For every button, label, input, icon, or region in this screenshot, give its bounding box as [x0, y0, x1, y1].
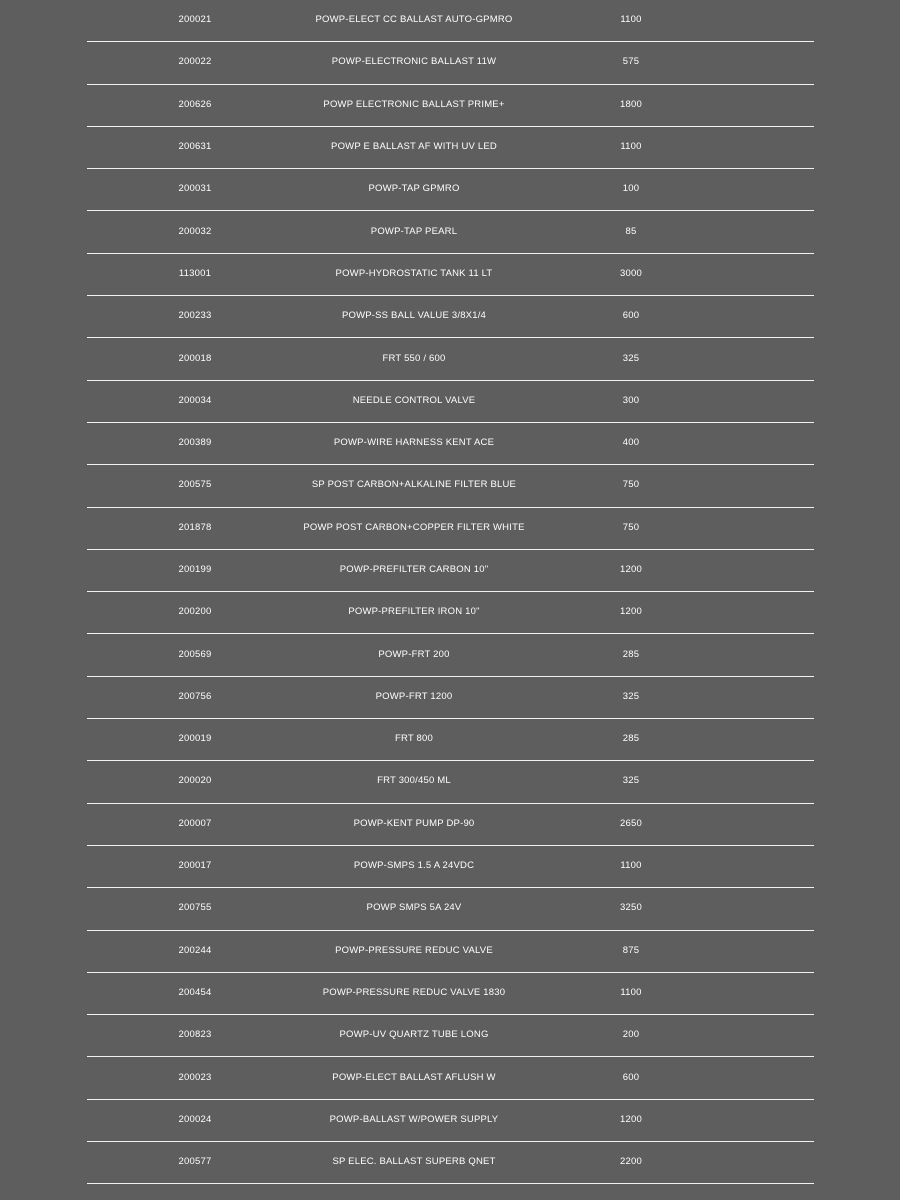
product-price-cell: 1200 [620, 564, 642, 575]
product-description-cell: POWP-KENT PUMP DP-90 [353, 817, 475, 829]
product-price-cell: 600 [622, 310, 640, 322]
product-price-cell: 1200 [620, 606, 642, 618]
product-code-cell: 200823 [178, 1029, 212, 1041]
product-code-cell: 200454 [178, 986, 212, 998]
product-description-cell: FRT 300/450 ML [377, 775, 451, 787]
product-description-cell: POWP POST CARBON+COPPER FILTER WHITE [303, 521, 525, 533]
product-description-cell: POWP-ELECTRONIC BALLAST 11W [331, 56, 497, 68]
table-row [87, 973, 814, 1015]
product-price-cell: 1100 [620, 14, 642, 26]
product-price-cell: 750 [622, 521, 640, 533]
product-price-cell: 325 [622, 352, 640, 364]
product-description-cell: POWP-ELECT BALLAST AFLUSH W [332, 1071, 496, 1083]
price-table [87, 0, 814, 1184]
product-description-cell: POWP-BALLAST W/POWER SUPPLY [329, 1113, 499, 1125]
table-row [87, 169, 814, 211]
product-description-cell: POWP-PREFILTER IRON 10" [348, 606, 480, 618]
product-price-cell: 1100 [620, 141, 642, 153]
table-row [87, 296, 814, 338]
product-code-cell: 200007 [178, 817, 212, 829]
table-row [87, 804, 814, 846]
table-row [87, 677, 814, 719]
product-price-cell: 1100 [620, 986, 642, 998]
product-price-cell: 325 [622, 775, 640, 787]
product-price-cell: 1800 [620, 98, 642, 110]
product-code-cell: 200024 [178, 1113, 212, 1125]
product-description-cell: POWP-FRT 1200 [375, 690, 453, 702]
product-description-cell: FRT 550 / 600 [382, 352, 446, 364]
product-code-cell: 200200 [178, 606, 212, 618]
table-row [87, 127, 814, 169]
product-description-cell: SP POST CARBON+ALKALINE FILTER BLUE [311, 479, 517, 491]
table-row [87, 634, 814, 676]
table-row [87, 254, 814, 296]
product-code-cell: 200233 [178, 310, 212, 322]
table-row [87, 888, 814, 930]
table-row [87, 381, 814, 423]
product-price-cell: 600 [622, 1071, 640, 1083]
table-row [87, 1057, 814, 1099]
table-row [87, 761, 814, 803]
product-description-cell: POWP-PRESSURE REDUC VALVE [335, 944, 493, 956]
table-row [87, 211, 814, 253]
product-code-cell: 200019 [178, 733, 212, 745]
product-code-cell: 200244 [178, 944, 212, 956]
table-row [87, 42, 814, 84]
product-description-cell: FRT 800 [394, 733, 433, 745]
table-row [87, 508, 814, 550]
product-description-cell: POWP-SS BALL VALUE 3/8X1/4 [341, 310, 487, 322]
product-description-cell: POWP-SMPS 1.5 A 24VDC [353, 860, 475, 872]
product-price-cell: 285 [622, 648, 640, 660]
product-price-cell: 85 [625, 225, 637, 237]
table-row [87, 423, 814, 465]
product-code-cell: 200020 [178, 775, 212, 787]
product-code-cell: 200631 [178, 141, 212, 153]
table-row [87, 550, 814, 592]
product-price-cell: 875 [622, 944, 640, 956]
product-price-cell: 2200 [620, 1156, 642, 1168]
product-description-cell: POWP-PREFILTER CARBON 10" [339, 564, 489, 575]
product-description-cell: POWP-PRESSURE REDUC VALVE 1830 [322, 986, 506, 998]
product-price-cell: 285 [622, 733, 640, 745]
product-description-cell: POWP-FRT 200 [378, 648, 450, 660]
table-row [87, 592, 814, 634]
product-description-cell: POWP-ELECT CC BALLAST AUTO-GPMRO [315, 14, 513, 26]
product-code-cell: 200577 [178, 1156, 212, 1168]
product-price-cell: 325 [622, 690, 640, 702]
table-row [87, 1015, 814, 1057]
table-row [87, 338, 814, 380]
product-code-cell: 200389 [178, 437, 212, 449]
product-description-cell: POWP E BALLAST AF WITH UV LED [331, 141, 497, 153]
product-description-cell: POWP-WIRE HARNESS KENT ACE [333, 437, 495, 449]
table-row [87, 85, 814, 127]
product-description-cell: POWP-TAP GPMRO [368, 183, 460, 195]
product-code-cell: 200569 [178, 648, 212, 660]
table-row [87, 1100, 814, 1142]
table-row [87, 0, 814, 42]
product-code-cell: 200199 [178, 564, 212, 575]
table-row [87, 931, 814, 973]
product-price-cell: 400 [622, 437, 640, 449]
product-description-cell: POWP SMPS 5A 24V [366, 902, 462, 914]
product-code-cell: 200626 [178, 98, 212, 110]
table-row [87, 465, 814, 507]
product-code-cell: 200022 [178, 56, 212, 68]
table-row [87, 719, 814, 761]
product-price-cell: 1100 [620, 860, 642, 872]
product-price-cell: 3000 [620, 267, 642, 279]
product-code-cell: 200032 [178, 225, 212, 237]
product-price-cell: 575 [622, 56, 640, 68]
product-code-cell: 113001 [178, 267, 212, 279]
product-description-cell: POWP ELECTRONIC BALLAST PRIME+ [323, 98, 505, 110]
product-description-cell: POWP-UV QUARTZ TUBE LONG [339, 1029, 489, 1041]
product-code-cell: 200021 [178, 14, 212, 26]
product-description-cell: POWP-TAP PEARL [370, 225, 458, 237]
product-code-cell: 200756 [178, 690, 212, 702]
product-description-cell: SP ELEC. BALLAST SUPERB QNET [332, 1156, 496, 1168]
product-code-cell: 200755 [178, 902, 212, 914]
product-code-cell: 200031 [178, 183, 212, 195]
product-code-cell: 200023 [178, 1071, 212, 1083]
product-price-cell: 100 [622, 183, 640, 195]
table-row [87, 1142, 814, 1184]
product-description-cell: POWP-HYDROSTATIC TANK 11 LT [335, 267, 493, 279]
product-code-cell: 200034 [178, 394, 212, 406]
product-price-cell: 3250 [620, 902, 642, 914]
product-price-cell: 200 [622, 1029, 640, 1041]
product-price-cell: 1200 [620, 1113, 642, 1125]
table-row [87, 846, 814, 888]
product-code-cell: 200017 [178, 860, 212, 872]
product-price-cell: 300 [622, 394, 640, 406]
product-price-cell: 2650 [620, 817, 642, 829]
product-description-cell: NEEDLE CONTROL VALVE [352, 394, 476, 406]
product-price-cell: 750 [622, 479, 640, 491]
product-code-cell: 200018 [178, 352, 212, 364]
product-code-cell: 200575 [178, 479, 212, 491]
product-code-cell: 201878 [178, 521, 212, 533]
